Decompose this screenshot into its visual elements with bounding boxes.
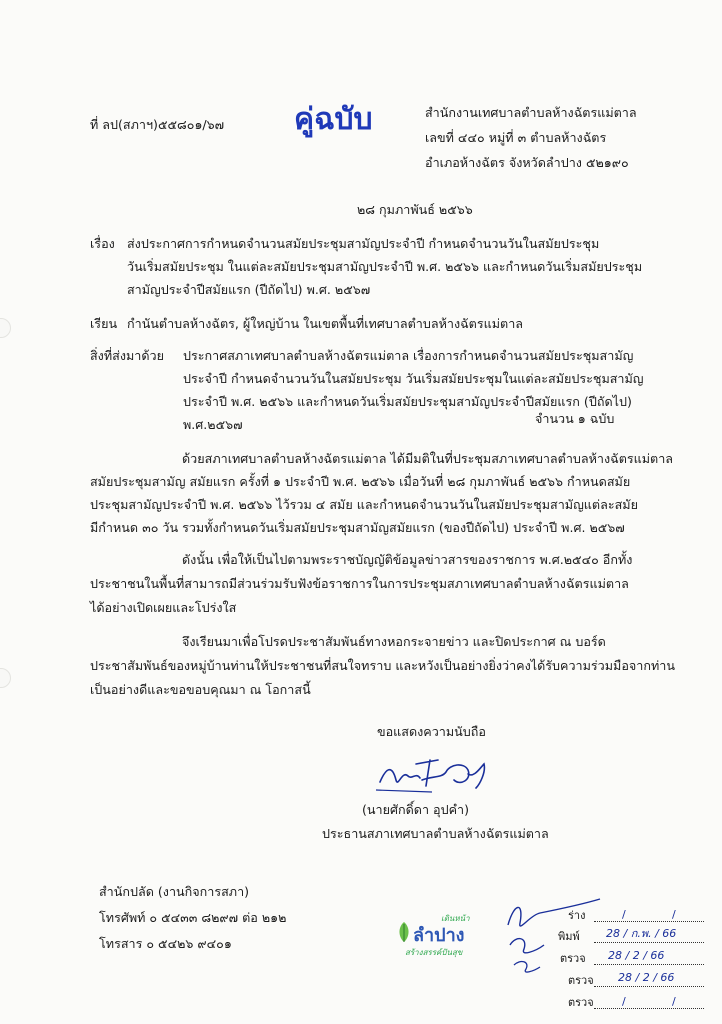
- enclosure-line-2: ประจำปี กำหนดจำนวนวันในสมัยประชุม วันเริ่มสมัยประชุมในแต่ละสมัยประชุมสามัญ: [183, 371, 644, 386]
- signer-position: ประธานสภาเทศบาลตำบลห้างฉัตรแม่ตาล: [322, 826, 549, 841]
- check-row-value: 28 / ก.พ. / 66: [606, 927, 677, 940]
- enclosure-count: จำนวน ๑ ฉบับ: [535, 411, 615, 426]
- body-paragraph-1-line-2: สมัยประชุมสามัญ สมัยแรก ครั้งที่ ๑ ประจำปี พ.ศ. ๒๕๖๖ เมื่อวันที่ ๒๘ กุมภาพันธ์ ๒๕๖๖ กำหนดสมัย: [90, 474, 631, 489]
- logo-leaf-icon: [395, 920, 413, 944]
- check-row-slash: /: [622, 995, 626, 1008]
- logo-tagline-bottom: สร้างสรรค์ปันสุข: [405, 948, 463, 957]
- check-row-3: [520, 951, 710, 967]
- enclosure-label: สิ่งที่ส่งมาด้วย: [90, 348, 164, 363]
- check-row-value: 28 / 2 / 66: [608, 949, 665, 962]
- check-row-line: [594, 921, 704, 922]
- body-paragraph-1-line-1: ด้วยสภาเทศบาลตำบลห้างฉัตรแม่ตาล ได้มีมติในที่ประชุมสภาเทศบาลตำบลห้างฉัตรแม่ตาล: [182, 451, 674, 466]
- body-paragraph-2-line-2: ประชาชนในพื้นที่สามารถมีส่วนร่วมรับฟังข้อราชการในการประชุมสภาเทศบาลตำบลห้างฉัตรแม่ตาล: [90, 576, 629, 591]
- check-row-label: ตรวจ: [568, 996, 594, 1009]
- body-paragraph-3-line-1: จึงเรียนมาเพื่อโปรดประชาสัมพันธ์ทางหอกระจายข่าว และปิดประกาศ ณ บอร์ด: [182, 634, 606, 649]
- reference-number: ที่ ลป(สภาฯ)๕๕๘๐๑/๖๗: [90, 117, 225, 132]
- logo-main-text: ลำปาง: [413, 925, 465, 946]
- check-row-slash: /: [622, 908, 626, 921]
- check-row-label: พิมพ์: [558, 930, 580, 943]
- check-row-label: ร่าง: [568, 909, 586, 922]
- closing-text: ขอแสดงความนับถือ: [377, 724, 486, 739]
- check-row-label: ตรวจ: [560, 952, 586, 965]
- check-row-4: [520, 973, 710, 989]
- office-address-line-3: อำเภอห้างฉัตร จังหวัดลำปาง ๕๒๑๙๐: [425, 155, 629, 170]
- check-row-line: [594, 1008, 704, 1009]
- check-row-value: 28 / 2 / 66: [618, 971, 675, 984]
- subject-line-1: ส่งประกาศการกำหนดจำนวนสมัยประชุมสามัญประจำปี กำหนดจำนวนวันในสมัยประชุม: [127, 236, 600, 251]
- enclosure-line-1: ประกาศสภาเทศบาลตำบลห้างฉัตรแม่ตาล เรื่องการกำหนดจำนวนสมัยประชุมสามัญ: [183, 348, 634, 363]
- body-paragraph-1-line-3: ประชุมสามัญประจำปี พ.ศ. ๒๕๖๖ ไว้รวม ๔ สมัย และกำหนดจำนวนวันในสมัยประชุมสามัญแต่ละสมัย: [90, 497, 638, 512]
- footer-phone: โทรศัพท์ ๐ ๕๔๓๓ ๘๒๙๗ ต่อ ๒๑๒: [99, 910, 287, 925]
- handwritten-signature: [372, 750, 502, 798]
- recipient-label: เรียน: [90, 316, 118, 331]
- body-paragraph-2-line-3: ได้อย่างเปิดเผยและโปร่งใส: [90, 600, 237, 615]
- check-row-slash: /: [672, 908, 676, 921]
- subject-line-2: วันเริ่มสมัยประชุม ในแต่ละสมัยประชุมสามัญประจำปี พ.ศ. ๒๕๖๖ และกำหนดวันเริ่มสมัยประชุม: [127, 259, 643, 274]
- enclosure-line-4: พ.ศ.๒๕๖๗: [183, 417, 243, 432]
- body-paragraph-2-line-1: ดังนั้น เพื่อให้เป็นไปตามพระราชบัญญัติข้อมูลข่าวสารของราชการ พ.ศ.๒๕๔๐ อีกทั้ง: [182, 552, 633, 567]
- office-address-line-2: เลขที่ ๔๔๐ หมู่ที่ ๓ ตำบลห้างฉัตร: [425, 130, 607, 145]
- footer-department: สำนักปลัด (งานกิจการสภา): [99, 884, 250, 899]
- check-row-5: [520, 995, 710, 1011]
- office-address-line-1: สำนักงานเทศบาลตำบลห้างฉัตรแม่ตาล: [425, 105, 637, 120]
- check-row-2: [520, 929, 710, 945]
- footer-fax: โทรสาร ๐ ๕๔๒๖ ๙๔๐๑: [99, 936, 232, 951]
- check-row-1: [520, 908, 710, 924]
- punch-hole-bottom: [0, 668, 11, 688]
- body-paragraph-1-line-4: มีกำหนด ๓๐ วัน รวมทั้งกำหนดวันเริ่มสมัยประชุมสามัญสมัยแรก (ของปีถัดไป) ประจำปี พ.ศ. ๒๕๖๗: [90, 520, 625, 535]
- subject-label: เรื่อง: [90, 236, 115, 251]
- copy-stamp: คู่ฉบับ: [294, 102, 373, 137]
- check-row-line: [594, 964, 704, 965]
- recipient-text: กำนันตำบลห้างฉัตร, ผู้ใหญ่บ้าน ในเขตพื้นที่เทศบาลตำบลห้างฉัตรแม่ตาล: [127, 316, 524, 331]
- body-paragraph-3-line-3: เป็นอย่างดีและขอขอบคุณมา ณ โอกาสนี้: [90, 682, 311, 697]
- enclosure-line-3: ประจำปี พ.ศ. ๒๕๖๖ และกำหนดวันเริ่มสมัยประชุมสามัญประจำปีสมัยแรก (ปีถัดไป): [183, 394, 632, 409]
- check-row-line: [594, 942, 704, 943]
- logo-tagline-top: เดินหน้า: [441, 914, 470, 923]
- body-paragraph-3-line-2: ประชาสัมพันธ์ของหมู่บ้านท่านให้ประชาชนที่สนใจทราบ และหวังเป็นอย่างยิ่งว่าคงได้รับความร่วมมือจากท่าน: [90, 658, 675, 673]
- check-row-slash: /: [672, 995, 676, 1008]
- punch-hole-top: [0, 318, 11, 338]
- lampang-logo: [395, 912, 487, 962]
- check-row-label: ตรวจ: [568, 974, 594, 987]
- subject-line-3: สามัญประจำปีสมัยแรก (ปีถัดไป) พ.ศ. ๒๕๖๗: [127, 282, 371, 297]
- letter-date: ๒๘ กุมภาพันธ์ ๒๕๖๖: [357, 202, 473, 217]
- check-row-line: [594, 986, 704, 987]
- signer-name: (นายศักดิ์ดา อุปคำ): [362, 802, 469, 817]
